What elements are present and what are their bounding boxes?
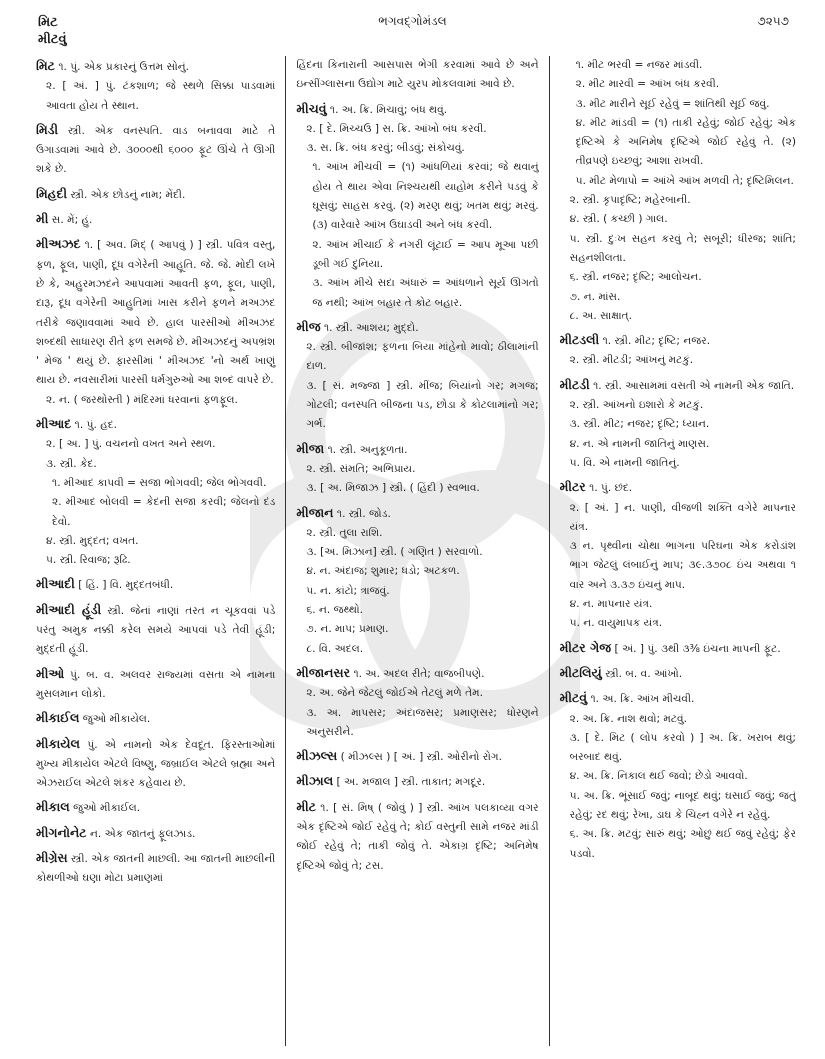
entry-headword: મીકાયેલ bbox=[36, 735, 80, 751]
dictionary-entry bbox=[36, 797, 275, 818]
entry-sense: ૪. સ્ત્રી. ( કચ્છી ) ગાલ. bbox=[569, 213, 668, 226]
dictionary-entry bbox=[36, 56, 275, 116]
column-1 bbox=[36, 56, 285, 1046]
entry-sense: ૭. ન. માંસ. bbox=[569, 290, 621, 303]
entry-sense: ૮. અ. સાક્ષાત્. bbox=[569, 309, 632, 322]
dictionary-entry bbox=[36, 664, 275, 705]
entry-definition: સ્ત્રી. એક જાતની માછલી. આ જાતની માછલીની કોથળીઓ ઘણા મોટા પ્રમાણમાં bbox=[36, 852, 276, 885]
page-number: ૭૨૫૭ bbox=[757, 14, 789, 28]
entry-headword: મી bbox=[36, 211, 49, 227]
dictionary-entry bbox=[296, 503, 538, 659]
dictionary-entry bbox=[560, 688, 796, 864]
dictionary-entry bbox=[36, 734, 275, 794]
running-title: ભગવદ્ગોમંડલ bbox=[378, 14, 447, 28]
dictionary-entry bbox=[296, 797, 538, 876]
entry-sense: ૨. સ્ત્રી. બીજાંશ; ફળના બિયા માંહેનો માવો; ઠીલામાંની દાળ. bbox=[306, 341, 539, 373]
dictionary-entry bbox=[560, 375, 796, 473]
entry-definition: [ અ. મજાલ ] સ્ત્રી. તાકાત; મગદૂર. bbox=[336, 776, 486, 789]
dictionary-entry bbox=[296, 746, 538, 767]
entry-headword: મીટર bbox=[559, 479, 586, 495]
entry-definition: પું. બ. વ. અલવર રાજ્યમાં વસતા એ નામના મુસલમાન લોકો. bbox=[36, 668, 276, 700]
entry-definition: ૧. [ અવ. મિદ્ ( આપવું ) ] સ્ત્રી. પવિત્ર વસ્તુ, ફળ, ફૂલ, પાણી, દૂધ વગેરેની આહૂતિ. જે. જે. મોદી લખે છે કે, અહુરમઝદને આપવામાં આવતી ફળ, ફૂલ, પાણી, દારૂ, દૂધ વગેરેની આહુતિમાં ખાસ કરીને ફળને મઅઝદ તરીકે જણાવવામાં આવે છે. હાલ પારસીઓ મીઅઝદ શબ્દથી સાધારણ રીતે ફળ સમજે છે. મીઅઝદનું અપભ્રંશ ' મેજ ' થયું છે. ફારસીમાં ' મીઅઝદ 'નો અર્થ ખાણું થાય છે. નવસારીમાં પારસી ધર્મગુરુઓ આ શબ્દ વાપરે છે. bbox=[36, 239, 276, 387]
entry-definition: ૧. [ સં. મિષ્ ( જોવું ) ] સ્ત્રી. આંખ પલકાવ્યા વગર એક દૃષ્ટિએ જોઈ રહેવું તે; કોઈ વસ્તુની સામે નજર માંડી જોઈ રહેવું તે; તાકી જોવું તે. એકાગ્ર દૃષ્ટિ; અનિમેષ દૃષ્ટિએ જોવું તે; ટસ. bbox=[296, 801, 539, 872]
dictionary-entry bbox=[296, 99, 538, 313]
dictionary-entry bbox=[36, 414, 275, 570]
entry-sense: ૨. સ્ત્રી. મીટડી; આંખનું મટકું. bbox=[569, 354, 694, 367]
dictionary-entry bbox=[560, 56, 796, 326]
entry-sense: ૨. સ્ત્રી. તુલા રાશિ. bbox=[306, 526, 383, 539]
entry-sense: ૪. ન. માપનાર યંત્ર. bbox=[569, 598, 653, 611]
dictionary-entry bbox=[560, 663, 796, 684]
entry-headword: મીજા bbox=[296, 440, 325, 456]
entry-definition: ૧. સ્ત્રી. જોડ. bbox=[336, 507, 391, 520]
entry-sense: ૭. ન. માપ; પ્રમાણ. bbox=[306, 623, 389, 636]
dictionary-entry bbox=[296, 317, 538, 435]
entry-idiom: ૩. આંખ મીચે સદા અંધારું = આંધળાને સૂર્ય ઊગતો જ નથી; આંખ બહાર તે કોટ બહાર. bbox=[312, 277, 539, 309]
entry-headword: મીઆદ bbox=[36, 416, 72, 432]
entry-sense: ૬. સ્ત્રી. નજર; દૃષ્ટિ; આલોચન. bbox=[569, 271, 702, 284]
entry-sense: ૩. સ્ત્રી. મીટ; નજર; દૃષ્ટિ; ધ્યાન. bbox=[569, 418, 710, 431]
dictionary-entry bbox=[36, 823, 275, 844]
dictionary-entry bbox=[36, 234, 275, 410]
entry-sense: ૫. ન. વાયુમાપક યંત્ર. bbox=[569, 617, 663, 630]
dictionary-entry bbox=[560, 330, 796, 371]
page-header bbox=[0, 14, 825, 58]
entry-idiom: ૩. મીટ મારીને સૂઈ રહેવું = શાંતિથી સૂઈ જવું. bbox=[575, 97, 770, 110]
entry-sense: ૨. સ્ત્રી. કૃપાદૃષ્ટિ; મહેરબાની. bbox=[569, 194, 691, 207]
entry-idiom: ૪. મીટ માંડવી = (૧) તાકી રહેવું; જોઈ રહેવું; એક દૃષ્ટિએ કે અનિમેષ દૃષ્ટિએ જોઈ રહેવું તે. (૨) તીવ્રપણે ઇચ્છવું; આશા રાખવી. bbox=[575, 116, 796, 168]
entry-definition: સ્ત્રી. જેનાં નાણાં તરત ન ચૂકવવાં પડે પરંતુ અમુક નક્કી કરેલ સમયે આપવાં પડે તેવી હૂંડી; મુદ્દતી હૂંડી. bbox=[36, 604, 276, 656]
entry-definition: સ્ત્રી. એક છોડનું નામ; મેંદી. bbox=[70, 188, 186, 201]
entry-sense: ૨. [ અં. ] ન. પાણી, વીજળી શક્તિ વગેરે માપનાર યંત્ર. bbox=[569, 501, 796, 533]
entry-sense: ૪. સ્ત્રી. મુદ્દત; વખત. bbox=[46, 534, 139, 547]
entry-headword: મીટવું bbox=[559, 690, 588, 706]
entry-definition: પું. એ નામનો એક દેવદૂત. ફિરસ્તાઓમાં મુખ્ય મીકાયેલ એટલે વિષ્ણુ, જબ્રાઈલ એટલે બ્રહ્મા અને એઝરાઈલ એટલે શંકર કહેવાય છે. bbox=[36, 738, 276, 790]
entry-definition: ૧. પું. હદ. bbox=[74, 419, 118, 432]
entry-definition: ( મીઝલ્સ ) [ અં. ] સ્ત્રી. ઓરીનો રોગ. bbox=[340, 751, 502, 764]
entry-definition: જુઓ મીકાયેલ. bbox=[82, 713, 151, 726]
entry-headword: મીઝલ્સ bbox=[296, 748, 338, 764]
entry-headword: મિટ bbox=[36, 58, 55, 73]
entry-sense: ૨. સ્ત્રી. સંમતિ; અભિપ્રાય. bbox=[306, 462, 416, 475]
entry-headword: મીટર ગેજ bbox=[559, 639, 612, 655]
entry-sense: ૨. [ અ. ] પું. વચનનો વખત અને સ્થળ. bbox=[46, 438, 216, 451]
entry-headword: મીઆદી bbox=[36, 576, 75, 592]
guide-word-first: મિટ bbox=[38, 15, 58, 30]
dictionary-entry bbox=[296, 771, 538, 792]
entry-sense: ૬. અ. ક્રિ. મટવું; સારું થવું; ઓછું થઈ જવું રહેવું; ફેર પડવો. bbox=[569, 828, 796, 860]
entry-headword: મીગ્રેસ bbox=[36, 849, 68, 865]
entry-idiom: ૨. આંખ મીચાઈ કે નગરી લૂંટાઈ = આપ મૂઆ પછી ડૂબી ગઈ દુનિયા. bbox=[312, 238, 539, 270]
column-3 bbox=[550, 56, 796, 1046]
entry-headword: મીઝાલ bbox=[296, 773, 334, 789]
entry-definition: ૧. સ્ત્રી. આશય; મુદ્દો. bbox=[323, 321, 419, 334]
entry-sense: ૩. સ્ત્રી. કેદ. bbox=[46, 457, 97, 470]
entry-sense: ૩. [ દે. મિટ ( લોપ કરવો ) ] અ. ક્રિ. ખરાબ થવું; બરબાદ થવું. bbox=[569, 731, 796, 764]
dictionary-entry bbox=[36, 120, 275, 180]
entry-sense: ૪. ન. અંદાજ; શુમાર; ધડો; અટકળ. bbox=[306, 565, 460, 578]
entry-sense: ૩ ન. પૃથ્વીના ચોથા ભાગના પરિઘના એક કરોડાંશ ભાગ જેટલું લંબાઈનું માપ; ૩૯.૩૭૦૮ ઇંચ અથવા ૧ વાર અને ૩.૩૭ ઇંચનું માપ. bbox=[569, 540, 796, 591]
entry-headword: મીઆદી હૂંડી bbox=[36, 601, 102, 617]
dictionary-entry bbox=[560, 477, 796, 633]
dictionary-entry bbox=[36, 209, 275, 230]
dictionary-entry bbox=[296, 663, 538, 742]
entry-definition: જુઓ મીકાઈલ. bbox=[73, 802, 141, 815]
entry-idiom: ૨. મીઆદ બોલવી = કેદની સજા કરવી; જેલનો દંડ દેવો. bbox=[52, 496, 276, 528]
entry-headword: મીટ bbox=[296, 798, 317, 814]
entry-headword: મીજાનસર bbox=[296, 664, 351, 680]
entry-idiom: ૧. આંખ મીચવી = (૧) આંધળિયાં કરવાં; જે થવાનું હોય તે થાય એવા નિશ્ચયથી યાહોમ કરીને પડવું કે ઘૂસવું; સાહસ કરવું. (૨) મરણ થવું; ખતમ થવું; મરવું. (૩) વારેવારે આંખ ઉઘાડવી અને બંધ કરવી. bbox=[312, 161, 539, 232]
entry-sense: ૨. સ્ત્રી. આંખનો ઇશારો કે મટકું. bbox=[569, 399, 704, 412]
entry-definition: [ અં. ] પું. ૩થી ૩⅜ ઇંચના માપની ફૂટ. bbox=[614, 642, 781, 655]
entry-sense: ૩. [ અ. મિજાઝ ] સ્ત્રી. ( હિંદી ) સ્વભાવ. bbox=[306, 482, 480, 495]
entry-definition: ૧. સ્ત્રી. આસામમાં વસતી એ નામની એક જાતિ. bbox=[593, 379, 795, 392]
entry-idiom: ૫. મીટ મેળાપો = આંખે આંખ મળવી તે; દૃષ્ટિમિલન. bbox=[575, 174, 794, 187]
entry-definition: ૧. અ. ક્રિ. મિચાવું; બંધ થવું. bbox=[329, 103, 448, 116]
column-2 bbox=[285, 56, 549, 1046]
dictionary-entry bbox=[36, 184, 275, 205]
dictionary-entry bbox=[296, 439, 538, 499]
entry-definition: [ હિં. ] વિ. મુદ્દતબંધી. bbox=[78, 579, 174, 592]
entry-sense: ૨. [ અં. ] પું. ટંકશાળ; જે સ્થળે સિક્કા પાડવામાં આવતા હોય તે સ્થાન. bbox=[46, 80, 276, 112]
entry-definition: સ્ત્રી. એક વનસ્પતિ. વાડ બનાવવા માટે તે ઉગાડવામાં આવે છે. ૩૦૦૦થી ૬૦૦૦ ફૂટ ઊંચે તે ઊગી શકે છે. bbox=[36, 124, 276, 176]
entry-definition: ૧. પું. છંદ. bbox=[589, 482, 633, 495]
dictionary-entry bbox=[296, 56, 538, 95]
entry-sense: ૬. ન. જથ્થો. bbox=[306, 604, 363, 617]
entry-headword: મીકાલ bbox=[36, 799, 70, 815]
entry-sense: ૨. ન. ( જરથોસ્તી ) મંદિરમાં ધરવાનાં ફળફૂલ. bbox=[46, 393, 238, 406]
entry-headword: મીટડલી bbox=[559, 332, 600, 348]
entry-idiom: ૧. મીટ ભરવી = નજર માંડવી. bbox=[575, 59, 703, 71]
entry-definition: સ્ત્રી. બ. વ. આંખો. bbox=[605, 667, 683, 680]
entry-sense: ૩. [ સં. મજ્જા ] સ્ત્રી. મીંજ; બિયાંનો ગર; મગજ; ગોટલી; વનસ્પતિ બીજના પડ, છોડા કે કોટલામાંનો ગર; ગર્ભ. bbox=[306, 379, 539, 431]
entry-sense: ૨. [ દે. મિચ્ચઉ ] સ. ક્રિ. આંખો બંધ કરવી. bbox=[306, 122, 487, 135]
entry-sense: ૩. અ. માપસર; અંદાજસર; પ્રમાણસર; ધોરણને અનુસરીને. bbox=[306, 706, 539, 738]
entry-definition: ૧. સ્ત્રી. અનુકૂળતા. bbox=[327, 443, 408, 456]
entry-headword: મીચવું bbox=[296, 100, 327, 116]
entry-sense: ૫. સ્ત્રી. દુઃખ સહન કરવું તે; સબૂરી; ધીરજ; શાંતિ; સહનશીલતા. bbox=[569, 232, 796, 264]
entry-headword: મિહદી bbox=[36, 185, 68, 201]
entry-headword: મીગનોનેટ bbox=[36, 824, 87, 840]
dictionary-entry bbox=[36, 708, 275, 729]
entry-sense: ૫. અ. ક્રિ. ભૂંસાઈ જવું; નાબૂદ થવું; ઘસાઈ જવું; જતું રહેવું; રદ થવું; રેખા, ડાઘ કે ચિહ્ન વગેરે ન રહેવું. bbox=[569, 789, 796, 821]
dictionary-entry bbox=[36, 574, 275, 595]
dictionary-entry bbox=[36, 848, 275, 889]
entry-headword: મીઓ bbox=[36, 665, 65, 681]
entry-sense: ૩. [અ. મિઝાન] સ્ત્રી. ( ગણિત ) સરવાળો. bbox=[306, 546, 483, 559]
entry-sense: ૩. સ. ક્રિ. બંધ કરવું; બીડવું; સંકોચવું. bbox=[306, 142, 465, 155]
entry-definition: ૧. અ. અદલ રીતે; વાજબીપણે. bbox=[353, 667, 485, 680]
entry-definition: હિંદના કિનારાની આસપાસ ભેગી કરવામાં આવે છે અને ઇન્સીંગ્લાસના ઉદ્યોગ માટે યુરપ મોકલવામાં આવે છે. bbox=[296, 59, 539, 91]
entry-sense: ૨. અ. જેને જેટલું જોઈએ તેટલું મળે તેમ. bbox=[306, 687, 483, 700]
entry-idiom: ૨. મીટ મારવી = આંખ બંધ કરવી. bbox=[575, 78, 720, 91]
entry-definition: ન. એક જાતનું ફૂલઝાડ. bbox=[89, 827, 196, 840]
guide-word-last: મીટવું bbox=[38, 32, 67, 47]
entry-sense: ૪. ન. એ નામની જાતિનું માણસ. bbox=[569, 437, 710, 450]
dictionary-columns bbox=[36, 56, 796, 1046]
entry-sense: ૨. અ. ક્રિ. નાશ થવો; મટવું. bbox=[569, 712, 688, 725]
entry-sense: ૫. ન. કાંટો; ત્રાજવું. bbox=[306, 584, 390, 597]
entry-headword: મીટડી bbox=[559, 376, 590, 392]
entry-definition: ૧. પું. એક પ્રકારનું ઉત્તમ સોનું. bbox=[58, 61, 189, 73]
entry-headword: મીઅઝદ bbox=[36, 236, 81, 252]
entry-sense: ૪. અ. ક્રિ. નિકાલ થઈ જવો; છેડો આવવો. bbox=[569, 770, 748, 783]
entry-headword: મિડી bbox=[36, 121, 59, 137]
entry-headword: મીજાન bbox=[296, 504, 334, 520]
entry-definition: ૧. અ. ક્રિ. આંખ મીચવી. bbox=[590, 693, 695, 706]
entry-sense: ૫. સ્ત્રી. રિવાજ; રૂઢિ. bbox=[46, 554, 131, 567]
entry-sense: ૮. વિ. અદલ. bbox=[306, 642, 364, 655]
dictionary-entry bbox=[36, 600, 275, 660]
dictionary-entry bbox=[560, 638, 796, 659]
entry-headword: મીજ bbox=[296, 318, 321, 334]
entry-definition: સ. મેં; હું. bbox=[51, 214, 93, 227]
entry-headword: મીકાઈલ bbox=[36, 710, 80, 726]
entry-headword: મીટલિયું bbox=[559, 664, 602, 680]
entry-idiom: ૧. મીઆદ કાપવી = સજા ભોગવવી; જેલ ભોગવવી. bbox=[52, 476, 267, 489]
entry-definition: ૧. સ્ત્રી. મીટ; દૃષ્ટિ; નજર. bbox=[602, 335, 711, 348]
entry-sense: ૫. વિ. એ નામની જાતિનું. bbox=[569, 456, 680, 469]
